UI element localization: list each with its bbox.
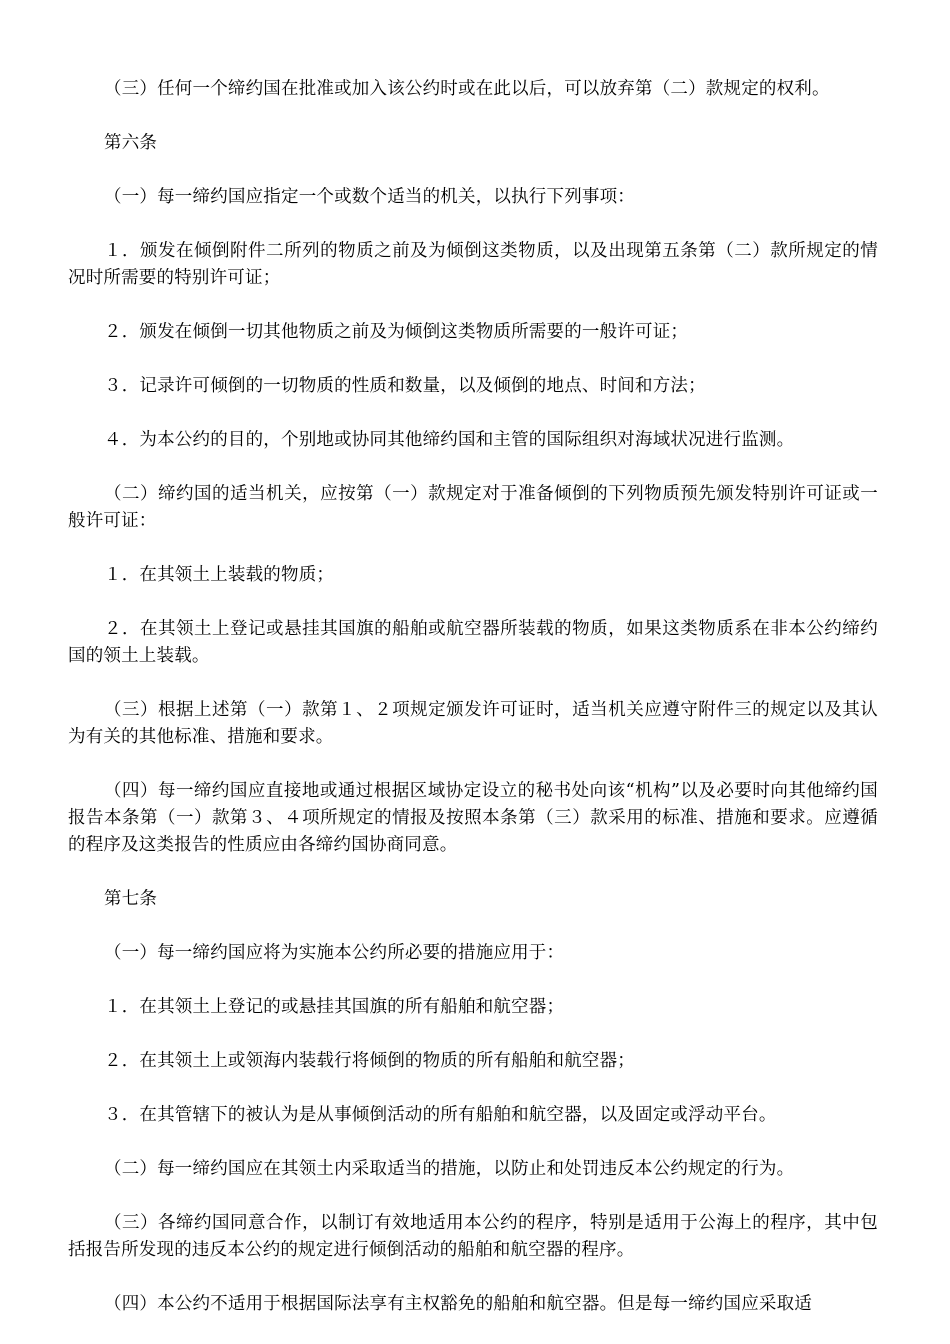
paragraph-article7-item3: （三）各缔约国同意合作，以制订有效地适用本公约的程序，特别是适用于公海上的程序，其中包括报告所发现的违反本公约的规定进行倾倒活动的船舶和航空器的程序。 — [68, 1213, 878, 1260]
paragraph-article6-item4: （四）每一缔约国应直接地或通过根据区域协定设立的秘书处向该“机构”以及必要时向其他缔约国报告本条第（一）款第３、４项所规定的情报及按照本条第（三）款采用的标准、措施和要求。应遵循的程序及这类报告的性质应由各缔约国协商同意。 — [68, 781, 878, 855]
paragraph-article6-item2-sub1: １．在其领土上装载的物质； — [104, 565, 335, 585]
paragraph-article6-item2-sub2: ２．在其领土上登记或悬挂其国旗的船舶或航空器所装载的物质，如果这类物质系在非本公约缔约国的领土上装载。 — [68, 619, 878, 666]
document-body — [68, 76, 878, 1318]
paragraph-article6-item1-sub3: ３．记录许可倾倒的一切物质的性质和数量，以及倾倒的地点、时间和方法； — [104, 376, 706, 396]
paragraph-article7-item1-sub2: ２．在其领土上或领海内装载行将倾倒的物质的所有船舶和航空器； — [104, 1051, 635, 1071]
paragraph-article6-item2: （二）缔约国的适当机关，应按第（一）款规定对于准备倾倒的下列物质预先颁发特别许可证或一般许可证： — [68, 484, 878, 531]
paragraph-article6-item1-sub4: ４．为本公约的目的，个别地或协同其他缔约国和主管的国际组织对海域状况进行监测。 — [104, 430, 795, 450]
paragraph-article6-item1: （一）每一缔约国应指定一个或数个适当的机关，以执行下列事项： — [104, 187, 635, 207]
heading-article-7: 第七条 — [104, 889, 158, 909]
paragraph-article5-item3: （三）任何一个缔约国在批准或加入该公约时或在此以后，可以放弃第（二）款规定的权利。 — [104, 79, 830, 99]
paragraph-article7-item2: （二）每一缔约国应在其领土内采取适当的措施，以防止和处罚违反本公约规定的行为。 — [104, 1159, 795, 1179]
paragraph-article7-item4: （四）本公约不适用于根据国际法享有主权豁免的船舶和航空器。但是每一缔约国应采取适 — [104, 1294, 812, 1314]
paragraph-article6-item1-sub1: １．颁发在倾倒附件二所列的物质之前及为倾倒这类物质，以及出现第五条第（二）款所规定的情况时所需要的特别许可证； — [68, 241, 878, 288]
paragraph-article7-item1-sub1: １．在其领土上登记的或悬挂其国旗的所有船舶和航空器； — [104, 997, 565, 1017]
heading-article-6: 第六条 — [104, 133, 158, 153]
paragraph-article7-item1-sub3: ３．在其管辖下的被认为是从事倾倒活动的所有船舶和航空器，以及固定或浮动平台。 — [104, 1105, 777, 1125]
paragraph-article6-item1-sub2: ２．颁发在倾倒一切其他物质之前及为倾倒这类物质所需要的一般许可证； — [104, 322, 689, 342]
paragraph-article6-item3: （三）根据上述第（一）款第１、２项规定颁发许可证时，适当机关应遵守附件三的规定以及其认为有关的其他标准、措施和要求。 — [68, 700, 878, 747]
paragraph-article7-item1: （一）每一缔约国应将为实施本公约所必要的措施应用于： — [104, 943, 565, 963]
